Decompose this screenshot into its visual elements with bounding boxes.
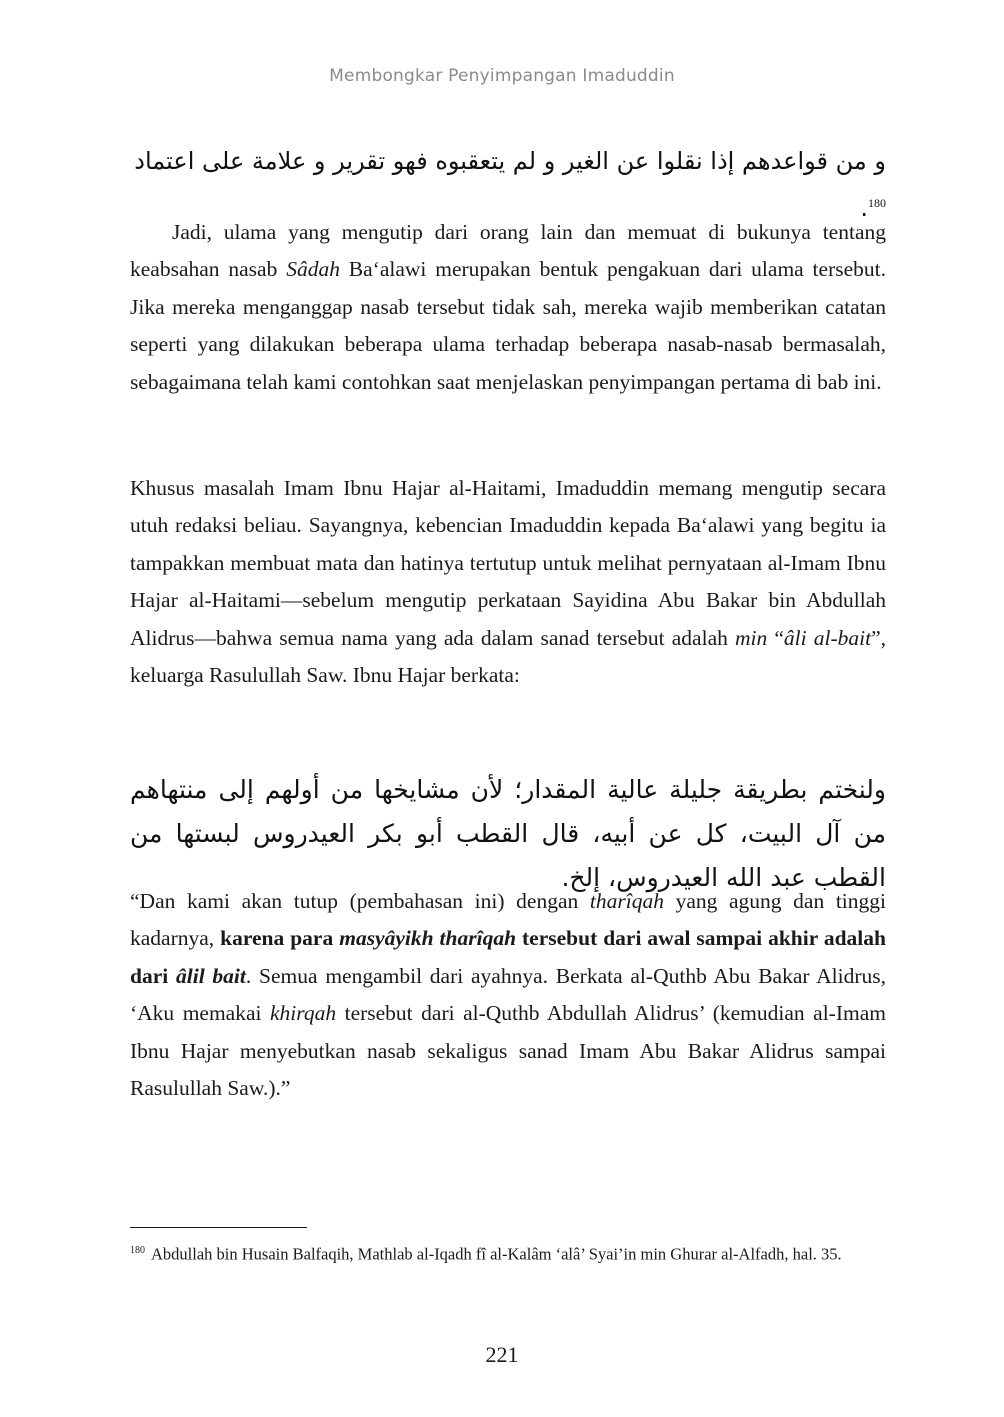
paragraph-3-text-end: tersebut dari al-Quthb Abdullah Alidrus’ (kemudian al-Imam Ibnu Hajar menyebutkan nasab sekaligus sanad Imam Abu Bakar Alidrus sampai Rasulullah Saw.).” bbox=[130, 1001, 886, 1101]
bold-text: karena para bbox=[220, 926, 340, 951]
footnote-reference[interactable]: 180 bbox=[868, 196, 886, 210]
footnote-number: 180 bbox=[130, 1245, 145, 1256]
footnote-text: Abdullah bin Husain Balfaqih, Mathlab al-Iqadh fî al-Kalâm ‘alâ’ Syai’in min Ghurar al-Alfadh, hal. 35. bbox=[151, 1244, 842, 1264]
paragraph-2-text: Khusus masalah Imam Ibnu Hajar al-Haitami, Imaduddin memang mengutip secara utuh redaksi beliau. Sayangnya, kebencian Imaduddin kepada Ba‘alawi yang begitu ia tampakkan membuat mata dan hatinya tertutup untuk melihat pernyataan al-Imam Ibnu Hajar al-Haitami—sebelum mengutip perkataan Sayidina Abu Bakar bin Abdullah Alidrus—bahwa semua nama yang ada dalam sanad tersebut adalah bbox=[130, 476, 886, 650]
paragraph-2-text-cont: “ bbox=[767, 625, 784, 650]
paragraph-1 bbox=[130, 214, 886, 401]
italic-term-sadah: Sâdah bbox=[286, 257, 340, 282]
page-number: 221 bbox=[485, 1342, 519, 1367]
arabic-quote-1-end: . bbox=[860, 194, 868, 222]
running-header: Membongkar Penyimpangan Imaduddin bbox=[329, 66, 675, 86]
italic-term-ali-al-bait: âli al-bait bbox=[783, 625, 872, 650]
paragraph-3-translation bbox=[130, 883, 886, 1107]
paragraph-3-text: “Dan kami akan tutup (pembahasan ini) dengan bbox=[130, 889, 590, 913]
paragraph-3-text-cont: yang agung dan tinggi kadarnya, bbox=[130, 889, 886, 951]
bold-text-cont: tersebut dari awal sampai akhir adalah dari bbox=[130, 926, 886, 988]
arabic-quote-2: ولنختم بطريقة جليلة عالية المقدار؛ لأن مشايخها من أولهم إلى منتهاهم من آل البيت، كل عن أبيه، قال القطب أبو بكر العيدروس لبستها من القطب عبد الله العيدروس، إلخ. bbox=[130, 775, 886, 892]
footnote bbox=[130, 1238, 886, 1267]
paragraph-3-text-mid: . Semua mengambil dari ayahnya. Berkata al-Quthb Abu Bakar Alidrus, ‘Aku memakai bbox=[130, 963, 886, 1026]
arabic-quote-1-text: و من قواعدهم إذا نقلوا عن الغير و لم يتعقبوه فهو تقرير و علامة على اعتماد bbox=[134, 147, 886, 175]
paragraph-2 bbox=[130, 470, 886, 694]
italic-term-thariqah: tharîqah bbox=[589, 889, 664, 913]
paragraph-2-text-end: ”, keluarga Rasulullah Saw. Ibnu Hajar berkata: bbox=[130, 625, 886, 688]
footnote-divider bbox=[130, 1227, 307, 1228]
bold-italic-term-alil-bait: âlil bait bbox=[176, 963, 246, 988]
italic-term-khirqah: khirqah bbox=[270, 1001, 337, 1026]
italic-term-min: min bbox=[735, 625, 768, 650]
bold-italic-term-masyayikh: masyâyikh tharîqah bbox=[339, 926, 517, 951]
paragraph-1-text: Jadi, ulama yang mengutip dari orang lain dan memuat di bukunya tentang keabsahan nasab bbox=[130, 220, 886, 282]
paragraph-1-text-cont: Ba‘alawi merupakan bentuk pengakuan dari ulama tersebut. Jika mereka menganggap nasab tersebut tidak sah, mereka wajib memberikan catatan seperti yang dilakukan beberapa ulama terhadap beberapa nasab-nasab bermasalah, sebagaimana telah kami contohkan saat menjelaskan penyimpangan pertama di bab ini. bbox=[130, 257, 886, 394]
